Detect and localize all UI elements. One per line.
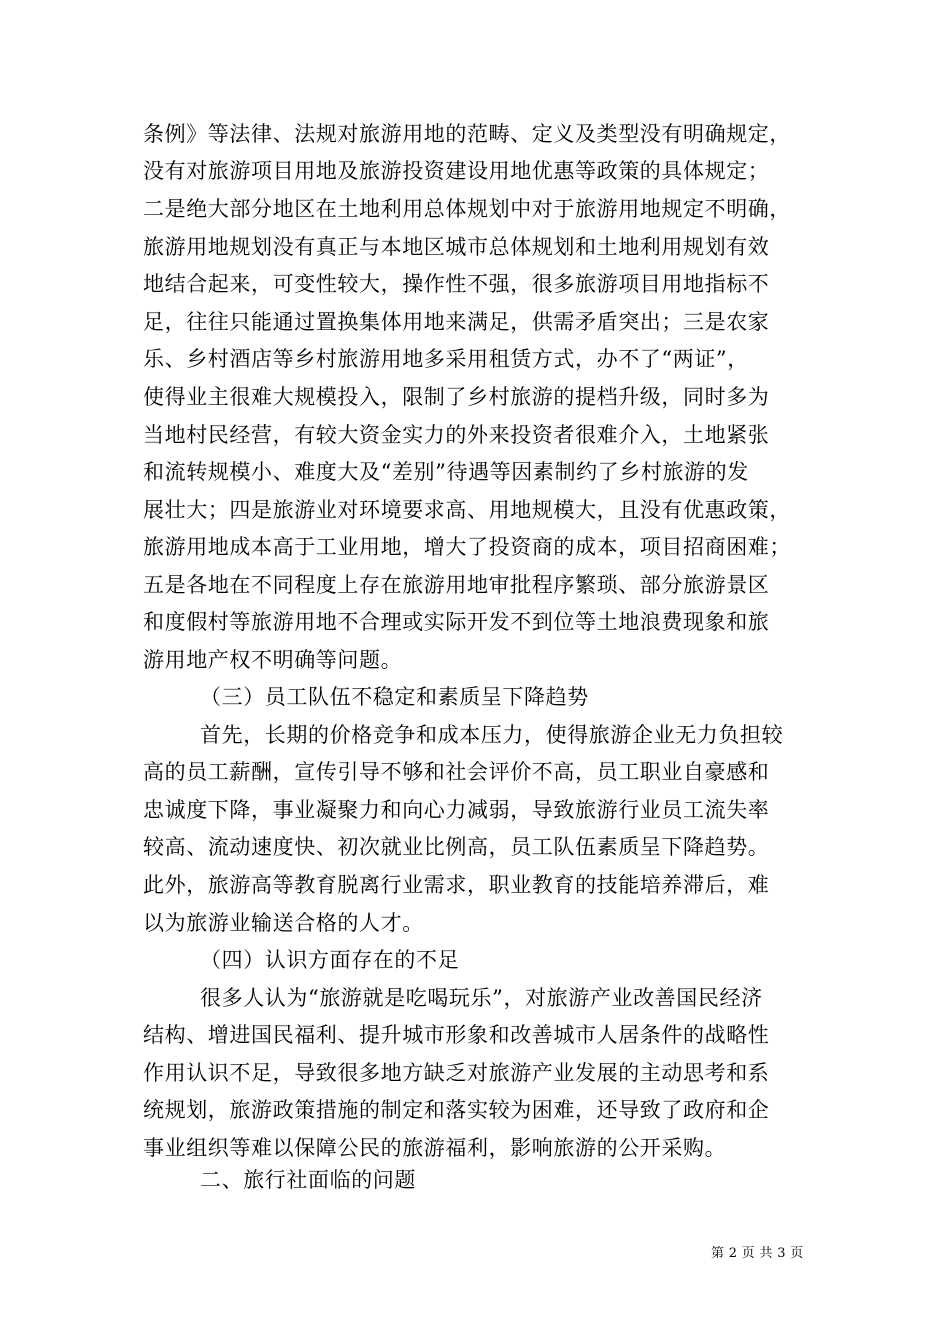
section-heading: （三）员工队伍不稳定和素质呈下降趋势 (200, 685, 589, 709)
paragraph-line: 以为旅游业输送合格的人才。 (143, 911, 424, 935)
paragraph-line: 很多人认为“旅游就是吃喝玩乐”，对旅游产业改善国民经济 (200, 986, 763, 1010)
paragraph-line: 忠诚度下降，事业凝聚力和向心力减弱，导致旅游行业员工流失率 (143, 798, 770, 822)
paragraph-line: 二是绝大部分地区在土地利用总体规划中对于旅游用地规定不明确， (143, 197, 791, 221)
paragraph-line: 地结合起来，可变性较大，操作性不强，很多旅游项目用地指标不 (143, 272, 770, 296)
paragraph-line: 足，往往只能通过置换集体用地来满足，供需矛盾突出；三是农家 (143, 310, 770, 334)
paragraph-line: 旅游用地成本高于工业用地，增大了投资商的成本，项目招商困难； (143, 535, 791, 559)
paragraph-line: 游用地产权不明确等问题。 (143, 648, 403, 672)
section-heading: 二、旅行社面临的问题 (200, 1168, 416, 1192)
page-number: 第 2 页 共 3 页 (711, 1246, 804, 1261)
paragraph-line: 统规划，旅游政策措施的制定和落实较为困难，还导致了政府和企 (143, 1098, 770, 1122)
paragraph-line: 当地村民经营，有较大资金实力的外来投资者很难介入，土地紧张 (143, 423, 770, 447)
paragraph-line: 首先，长期的价格竞争和成本压力，使得旅游企业无力负担较 (200, 723, 784, 747)
paragraph-line: 旅游用地规划没有真正与本地区城市总体规划和土地利用规划有效 (143, 235, 770, 259)
paragraph-line: 高的员工薪酬，宣传引导不够和社会评价不高，员工职业自豪感和 (143, 760, 770, 784)
paragraph-line: 条例》等法律、法规对旅游用地的范畴、定义及类型没有明确规定， (143, 122, 791, 146)
paragraph-line: 五是各地在不同程度上存在旅游用地审批程序繁琐、部分旅游景区 (143, 573, 770, 597)
paragraph-line: 使得业主很难大规模投入，限制了乡村旅游的提档升级，同时多为 (143, 385, 770, 409)
paragraph-line: 作用认识不足，导致很多地方缺乏对旅游产业发展的主动思考和系 (143, 1061, 770, 1085)
paragraph-line: 较高、流动速度快、初次就业比例高，员工队伍素质呈下降趋势。 (143, 835, 770, 859)
paragraph-line: 没有对旅游项目用地及旅游投资建设用地优惠等政策的具体规定； (143, 159, 770, 183)
paragraph-line: 乐、乡村酒店等乡村旅游用地多采用租赁方式，办不了“两证”， (143, 347, 749, 371)
paragraph-line: 事业组织等难以保障公民的旅游福利，影响旅游的公开采购。 (143, 1136, 727, 1160)
paragraph-line: 和流转规模小、难度大及“差别”待遇等因素制约了乡村旅游的发 (143, 460, 749, 484)
paragraph-line: 展壮大；四是旅游业对环境要求高、用地规模大，且没有优惠政策， (143, 498, 791, 522)
paragraph-line: 结构、增进国民福利、提升城市形象和改善城市人居条件的战略性 (143, 1023, 770, 1047)
paragraph-line: 和度假村等旅游用地不合理或实际开发不到位等土地浪费现象和旅 (143, 610, 770, 634)
section-heading: （四）认识方面存在的不足 (200, 948, 460, 972)
paragraph-line: 此外，旅游高等教育脱离行业需求，职业教育的技能培养滞后，难 (143, 873, 770, 897)
